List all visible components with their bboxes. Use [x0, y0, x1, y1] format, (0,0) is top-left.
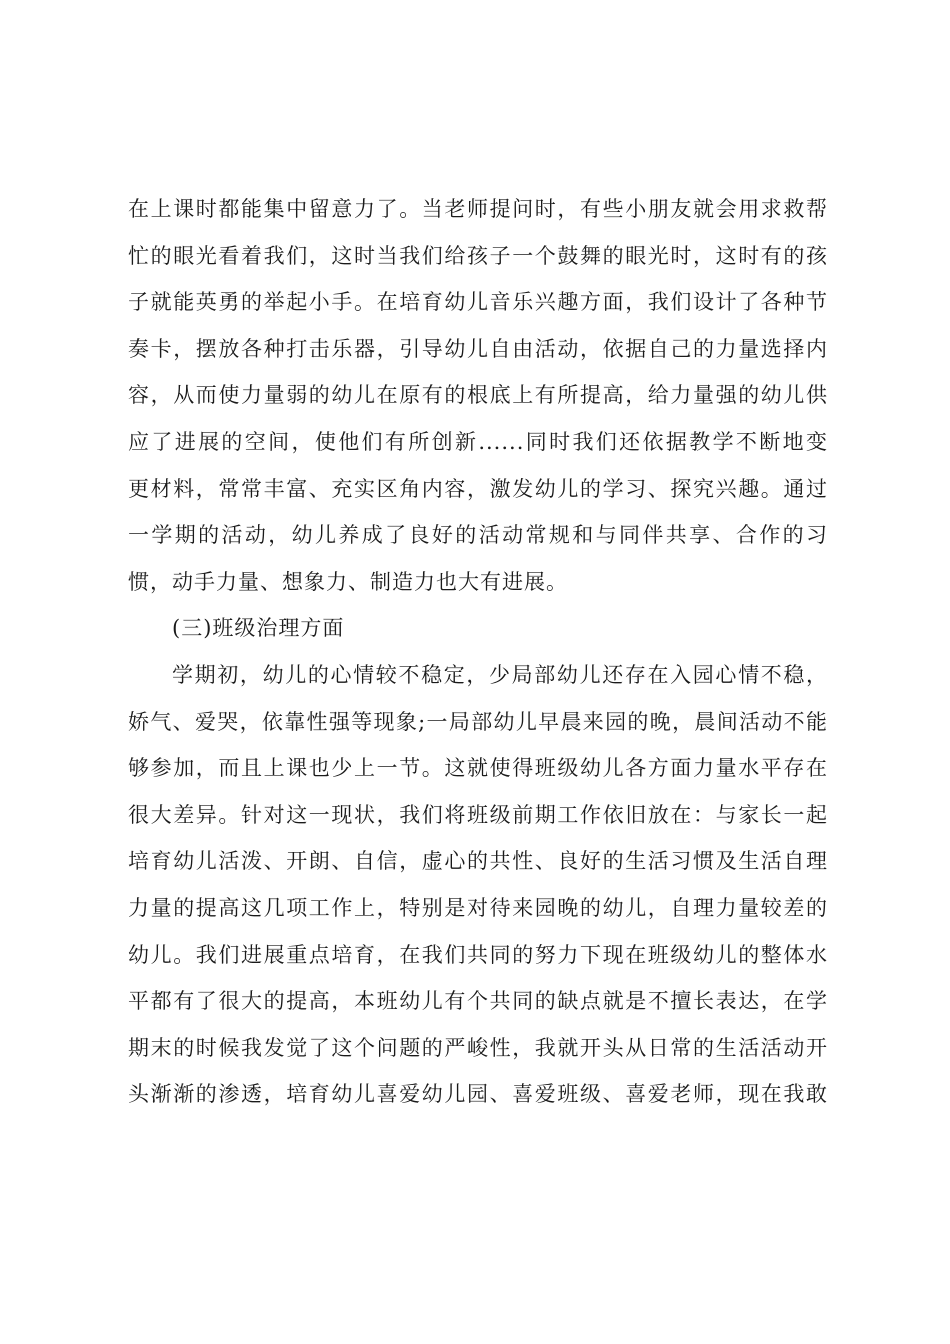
- text-line: 在上课时都能集中留意力了。当老师提问时，有些小朋友就会用求救帮: [128, 197, 828, 221]
- text-line: 很大差异。针对这一现状，我们将班级前期工作依旧放在：与家长一起: [128, 802, 828, 827]
- section-heading: (三)班级治理方面: [172, 616, 345, 641]
- text-line: 力量的提高这几项工作上，特别是对待来园晚的幼儿，自理力量较差的: [128, 895, 828, 920]
- text-line: 子就能英勇的举起小手。在培育幼儿音乐兴趣方面，我们设计了各种节: [128, 290, 828, 315]
- text-line: 应了进展的空间，使他们有所创新......同时我们还依据教学不断地变: [128, 429, 828, 454]
- body-text: [128, 186, 828, 1118]
- text-line: 培育幼儿活泼、开朗、自信，虚心的共性、良好的生活习惯及生活自理: [128, 849, 828, 874]
- text-line: 头渐渐的渗透，培育幼儿喜爱幼儿园、喜爱班级、喜爱老师，现在我敢: [128, 1082, 828, 1107]
- text-line: 容，从而使力量弱的幼儿在原有的根底上有所提高，给力量强的幼儿供: [128, 383, 828, 408]
- text-line: 忙的眼光看着我们，这时当我们给孩子一个鼓舞的眼光时，这时有的孩: [128, 243, 828, 268]
- text-line: 惯，动手力量、想象力、制造力也大有进展。: [128, 569, 568, 594]
- text-line: 奏卡，摆放各种打击乐器，引导幼儿自由活动，依据自己的力量选择内: [128, 336, 828, 361]
- text-line: 一学期的活动，幼儿养成了良好的活动常规和与同伴共享、合作的习: [128, 523, 828, 548]
- text-line: 平都有了很大的提高，本班幼儿有个共同的缺点就是不擅长表达，在学: [128, 989, 828, 1014]
- text-line: 学期初，幼儿的心情较不稳定，少局部幼儿还存在入园心情不稳，: [172, 662, 828, 687]
- text-line: 更材料，常常丰富、充实区角内容，激发幼儿的学习、探究兴趣。通过: [128, 476, 828, 501]
- text-line: 娇气、爱哭，依靠性强等现象;一局部幼儿早晨来园的晚，晨间活动不能: [128, 709, 828, 734]
- text-line: 幼儿。我们进展重点培育，在我们共同的努力下现在班级幼儿的整体水: [128, 942, 828, 967]
- text-line: 够参加，而且上课也少上一节。这就使得班级幼儿各方面力量水平存在: [128, 756, 828, 781]
- text-line: 期末的时候我发觉了这个问题的严峻性，我就开头从日常的生活活动开: [128, 1035, 828, 1060]
